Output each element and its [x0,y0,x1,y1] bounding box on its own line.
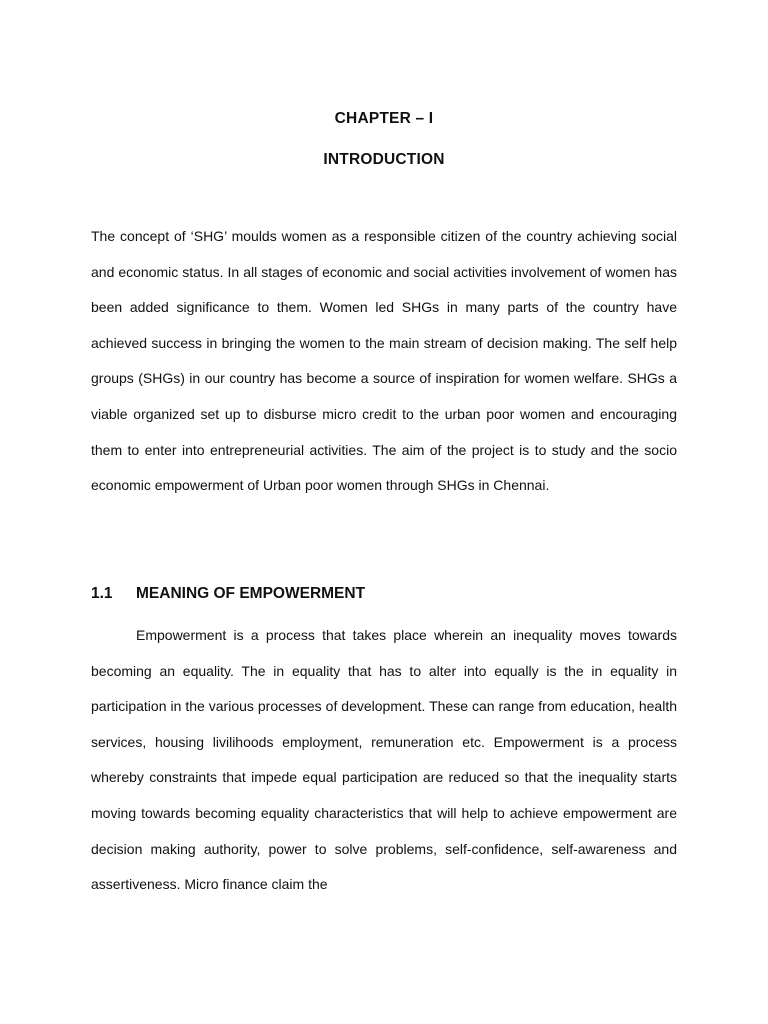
chapter-label: CHAPTER – I [334,110,434,127]
section-heading [91,585,365,603]
chapter-title: INTRODUCTION [323,151,445,168]
section-paragraph: Empowerment is a process that takes place wherein an inequality moves towards becoming an equality. The in equality that has to alter into equally is the in equality in participation in the various processes of development. These can range from education, health services, housing livilihoods employment, remuneration etc. Empowerment is a process whereby constraints that impede equal participation are reduced so that the inequality starts moving towards becoming equality characteristics that will help to achieve empowerment are decision making authority, power to solve problems, self-confidence, self-awareness and assertiveness. Micro finance claim the [91,627,677,893]
section-title: MEANING OF EMPOWERMENT [136,585,366,602]
intro-paragraph: The concept of ‘SHG’ moulds women as a responsible citizen of the country achieving social and economic status. In all stages of economic and social activities involvement of women has been added significance to them. Women led SHGs in many parts of the country have achieved success in bringing the women to the main stream of decision making. The self help groups (SHGs) in our country has become a source of inspiration for women welfare. SHGs a viable organized set up to disburse micro credit to the urban poor women and encouraging them to enter into entrepreneurial activities. The aim of the project is to study and the socio economic empowerment of Urban poor women through SHGs in Chennai. [91,228,677,494]
section-number: 1.1 [91,585,113,602]
